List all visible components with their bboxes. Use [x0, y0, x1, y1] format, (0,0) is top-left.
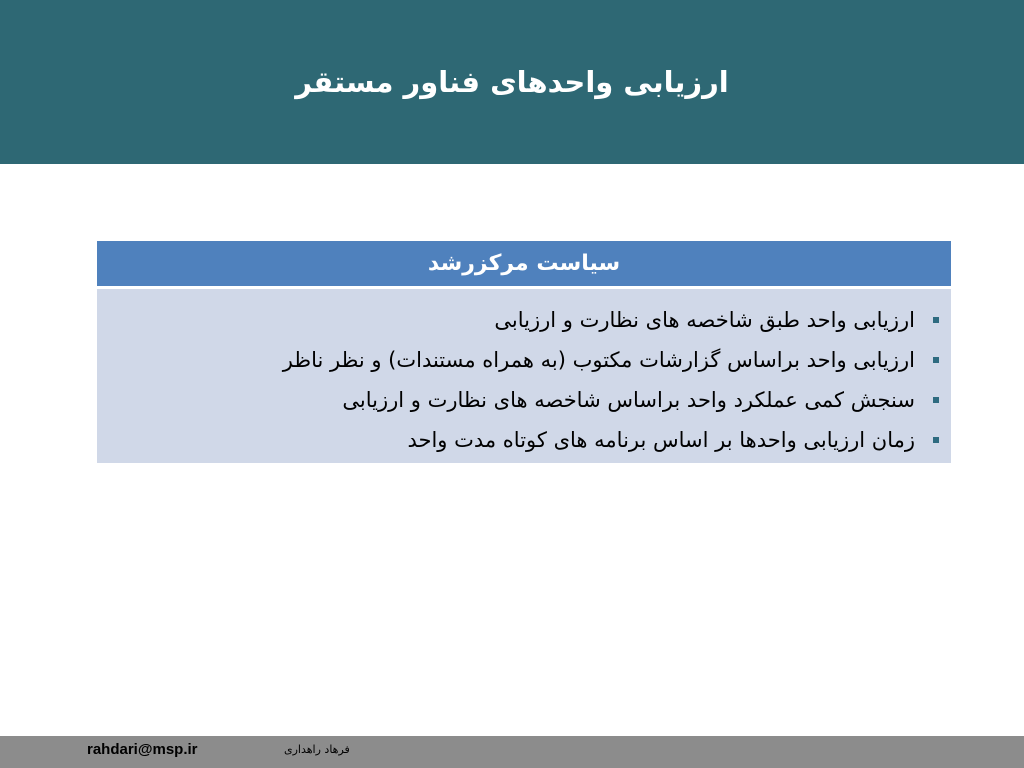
footer-email: rahdari@msp.ir	[87, 741, 198, 758]
footer-bar	[0, 736, 1024, 768]
list-item-text: زمان ارزیابی واحدها بر اساس برنامه های کوتاه مدت واحد	[407, 428, 915, 452]
list-item-text: سنجش کمی عملکرد واحد براساس شاخصه های نظارت و ارزیابی	[342, 388, 915, 412]
title-banner	[0, 0, 1024, 164]
list-item	[97, 340, 951, 380]
list-item	[97, 380, 951, 420]
slide-title: ارزیابی واحدهای فناور مستقر	[295, 65, 729, 99]
square-bullet-icon	[933, 357, 939, 363]
list-item-text: ارزیابی واحد طبق شاخصه های نظارت و ارزیابی	[494, 308, 915, 332]
table-body	[97, 289, 951, 463]
list-item	[97, 300, 951, 340]
square-bullet-icon	[933, 317, 939, 323]
table-header: سیاست مرکزرشد	[97, 241, 951, 289]
policy-table	[97, 241, 951, 463]
list-item	[97, 420, 951, 460]
list-item-text: ارزیابی واحد براساس گزارشات مکتوب (به همراه مستندات) و نظر ناظر	[282, 348, 915, 372]
square-bullet-icon	[933, 397, 939, 403]
square-bullet-icon	[933, 437, 939, 443]
footer-author: فرهاد راهداری	[284, 743, 350, 756]
